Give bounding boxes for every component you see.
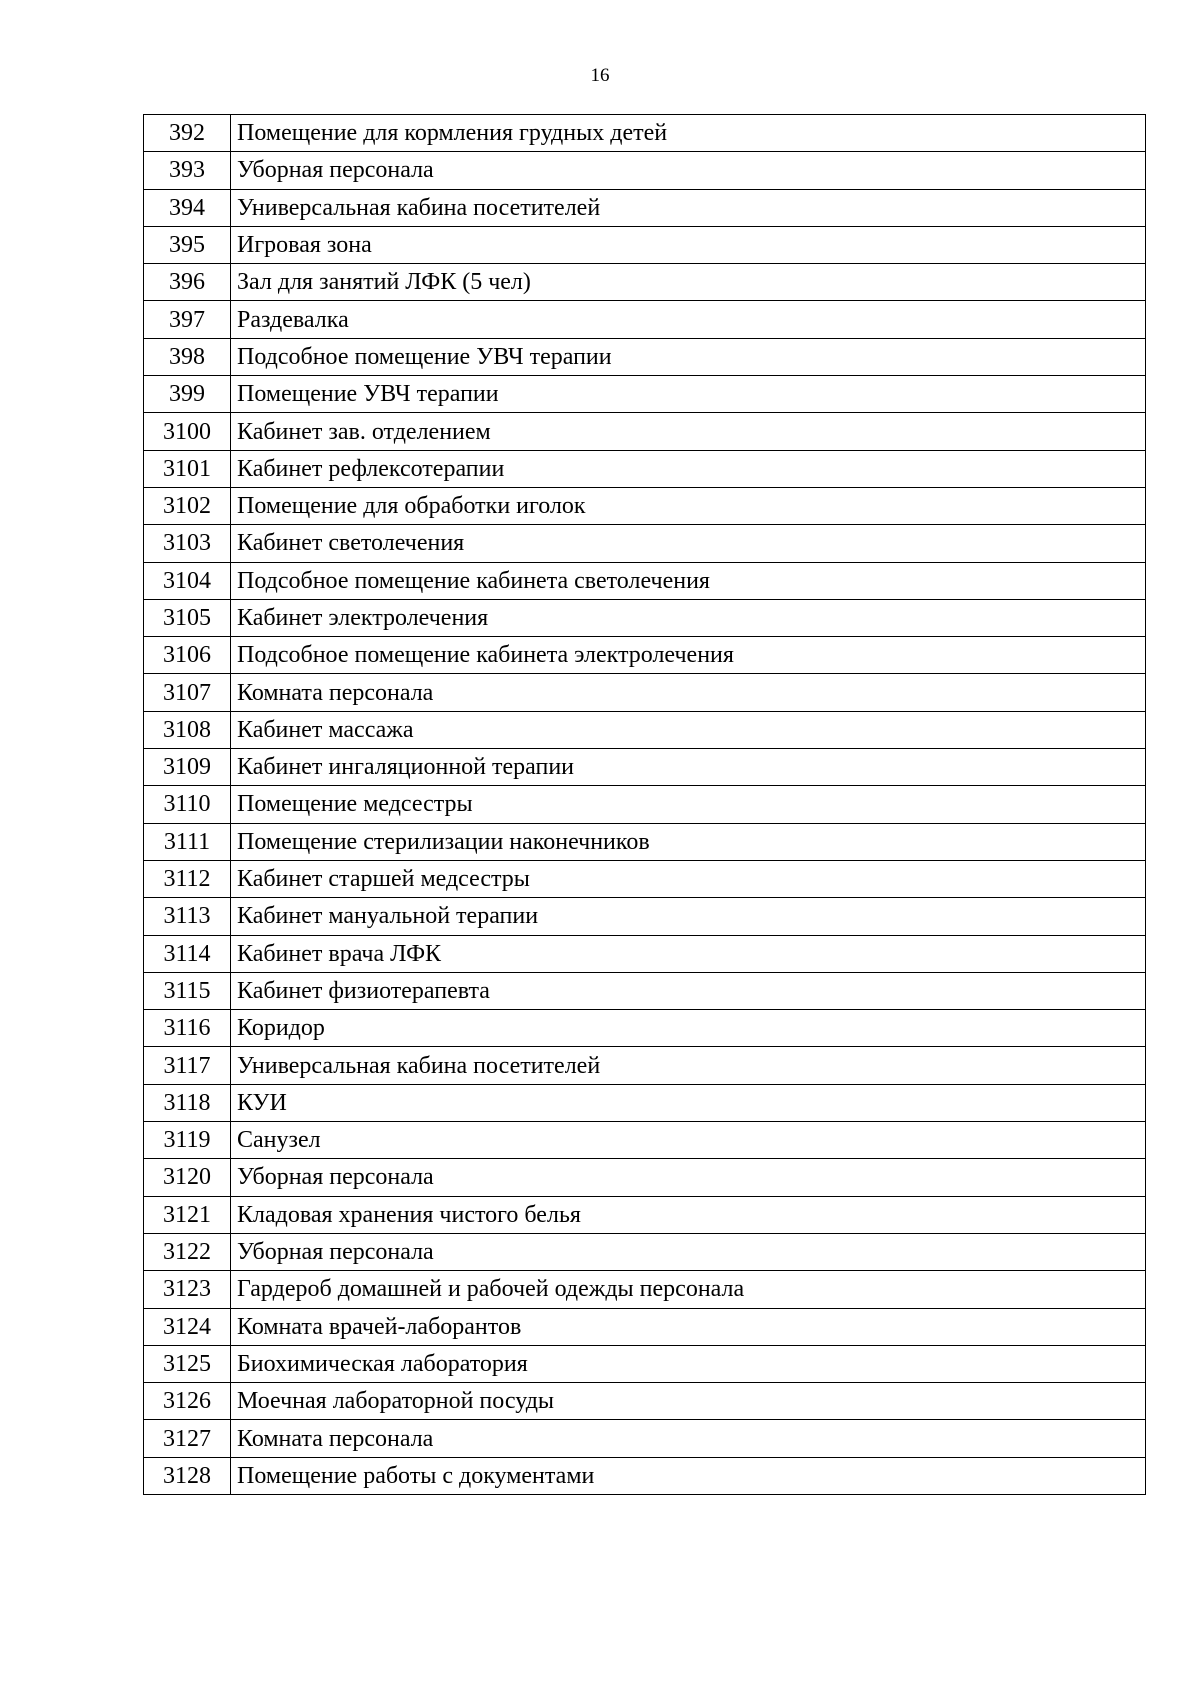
room-name-cell: Помещение для обработки иголок <box>231 487 1146 524</box>
room-number-cell: 3111 <box>144 823 231 860</box>
table-row <box>144 935 1146 972</box>
room-name-cell: Зал для занятий ЛФК (5 чел) <box>231 264 1146 301</box>
table-row <box>144 264 1146 301</box>
room-number-cell: 3119 <box>144 1122 231 1159</box>
room-number-cell: 399 <box>144 376 231 413</box>
table-row <box>144 226 1146 263</box>
room-name-cell: Помещение УВЧ терапии <box>231 376 1146 413</box>
room-name-cell: Кабинет мануальной терапии <box>231 898 1146 935</box>
table-row <box>144 749 1146 786</box>
room-number-cell: 3106 <box>144 637 231 674</box>
room-name-cell: Кабинет светолечения <box>231 525 1146 562</box>
room-name-cell: Универсальная кабина посетителей <box>231 1047 1146 1084</box>
rooms-table <box>143 114 1146 1495</box>
room-number-cell: 3100 <box>144 413 231 450</box>
room-number-cell: 3112 <box>144 860 231 897</box>
room-name-cell: Кабинет зав. отделением <box>231 413 1146 450</box>
room-name-cell: Уборная персонала <box>231 1233 1146 1270</box>
table-row <box>144 823 1146 860</box>
table-row <box>144 1084 1146 1121</box>
table-row <box>144 301 1146 338</box>
room-name-cell: Уборная персонала <box>231 152 1146 189</box>
room-number-cell: 3123 <box>144 1271 231 1308</box>
room-number-cell: 3120 <box>144 1159 231 1196</box>
room-name-cell: Помещение работы с документами <box>231 1457 1146 1494</box>
room-name-cell: Комната врачей-лаборантов <box>231 1308 1146 1345</box>
table-row <box>144 1196 1146 1233</box>
room-name-cell: Кладовая хранения чистого белья <box>231 1196 1146 1233</box>
table-row <box>144 487 1146 524</box>
room-number-cell: 3114 <box>144 935 231 972</box>
room-number-cell: 3104 <box>144 562 231 599</box>
room-name-cell: Санузел <box>231 1122 1146 1159</box>
room-number-cell: 393 <box>144 152 231 189</box>
room-name-cell: Игровая зона <box>231 226 1146 263</box>
room-number-cell: 3121 <box>144 1196 231 1233</box>
room-name-cell: Кабинет рефлексотерапии <box>231 450 1146 487</box>
table-row <box>144 152 1146 189</box>
table-row <box>144 1271 1146 1308</box>
room-name-cell: Кабинет старшей медсестры <box>231 860 1146 897</box>
table-row <box>144 450 1146 487</box>
room-name-cell: Кабинет физиотерапевта <box>231 972 1146 1009</box>
table-row <box>144 1383 1146 1420</box>
table-row <box>144 1420 1146 1457</box>
table-row <box>144 413 1146 450</box>
room-number-cell: 3109 <box>144 749 231 786</box>
room-name-cell: Подсобное помещение кабинета электролечения <box>231 637 1146 674</box>
table-row <box>144 189 1146 226</box>
room-number-cell: 3103 <box>144 525 231 562</box>
room-number-cell: 398 <box>144 338 231 375</box>
room-name-cell: Кабинет массажа <box>231 711 1146 748</box>
room-name-cell: Помещение для кормления грудных детей <box>231 115 1146 152</box>
room-number-cell: 3116 <box>144 1010 231 1047</box>
room-name-cell: Кабинет электролечения <box>231 599 1146 636</box>
room-number-cell: 3101 <box>144 450 231 487</box>
room-number-cell: 3110 <box>144 786 231 823</box>
table-row <box>144 972 1146 1009</box>
table-row <box>144 562 1146 599</box>
table-row <box>144 674 1146 711</box>
table-row <box>144 1457 1146 1494</box>
room-number-cell: 3102 <box>144 487 231 524</box>
table-row <box>144 1010 1146 1047</box>
room-number-cell: 3105 <box>144 599 231 636</box>
room-number-cell: 3122 <box>144 1233 231 1270</box>
room-number-cell: 3125 <box>144 1345 231 1382</box>
table-row <box>144 860 1146 897</box>
table-row <box>144 711 1146 748</box>
room-number-cell: 394 <box>144 189 231 226</box>
table-row <box>144 376 1146 413</box>
table-row <box>144 1047 1146 1084</box>
room-name-cell: Подсобное помещение кабинета светолечения <box>231 562 1146 599</box>
table-row <box>144 637 1146 674</box>
table-row <box>144 1308 1146 1345</box>
room-name-cell: Моечная лабораторной посуды <box>231 1383 1146 1420</box>
room-name-cell: Гардероб домашней и рабочей одежды персонала <box>231 1271 1146 1308</box>
room-name-cell: Кабинет врача ЛФК <box>231 935 1146 972</box>
table-row <box>144 1159 1146 1196</box>
room-name-cell: Раздевалка <box>231 301 1146 338</box>
room-number-cell: 3115 <box>144 972 231 1009</box>
room-number-cell: 3127 <box>144 1420 231 1457</box>
room-name-cell: Помещение медсестры <box>231 786 1146 823</box>
room-number-cell: 397 <box>144 301 231 338</box>
room-number-cell: 392 <box>144 115 231 152</box>
room-name-cell: Подсобное помещение УВЧ терапии <box>231 338 1146 375</box>
table-row <box>144 338 1146 375</box>
table-row <box>144 525 1146 562</box>
room-number-cell: 3108 <box>144 711 231 748</box>
table-row <box>144 1345 1146 1382</box>
page-number: 16 <box>590 65 610 86</box>
room-name-cell: КУИ <box>231 1084 1146 1121</box>
room-number-cell: 3124 <box>144 1308 231 1345</box>
room-number-cell: 3113 <box>144 898 231 935</box>
room-number-cell: 396 <box>144 264 231 301</box>
room-number-cell: 3126 <box>144 1383 231 1420</box>
room-number-cell: 3118 <box>144 1084 231 1121</box>
room-number-cell: 3128 <box>144 1457 231 1494</box>
table-row <box>144 599 1146 636</box>
table-row <box>144 115 1146 152</box>
rooms-table-body <box>144 115 1146 1495</box>
room-number-cell: 3117 <box>144 1047 231 1084</box>
room-name-cell: Коридор <box>231 1010 1146 1047</box>
room-name-cell: Универсальная кабина посетителей <box>231 189 1146 226</box>
room-name-cell: Кабинет ингаляционной терапии <box>231 749 1146 786</box>
room-name-cell: Биохимическая лаборатория <box>231 1345 1146 1382</box>
room-name-cell: Комната персонала <box>231 674 1146 711</box>
room-name-cell: Уборная персонала <box>231 1159 1146 1196</box>
room-number-cell: 395 <box>144 226 231 263</box>
table-row <box>144 1122 1146 1159</box>
table-row <box>144 1233 1146 1270</box>
room-name-cell: Помещение стерилизации наконечников <box>231 823 1146 860</box>
table-row <box>144 898 1146 935</box>
room-name-cell: Комната персонала <box>231 1420 1146 1457</box>
room-number-cell: 3107 <box>144 674 231 711</box>
table-row <box>144 786 1146 823</box>
